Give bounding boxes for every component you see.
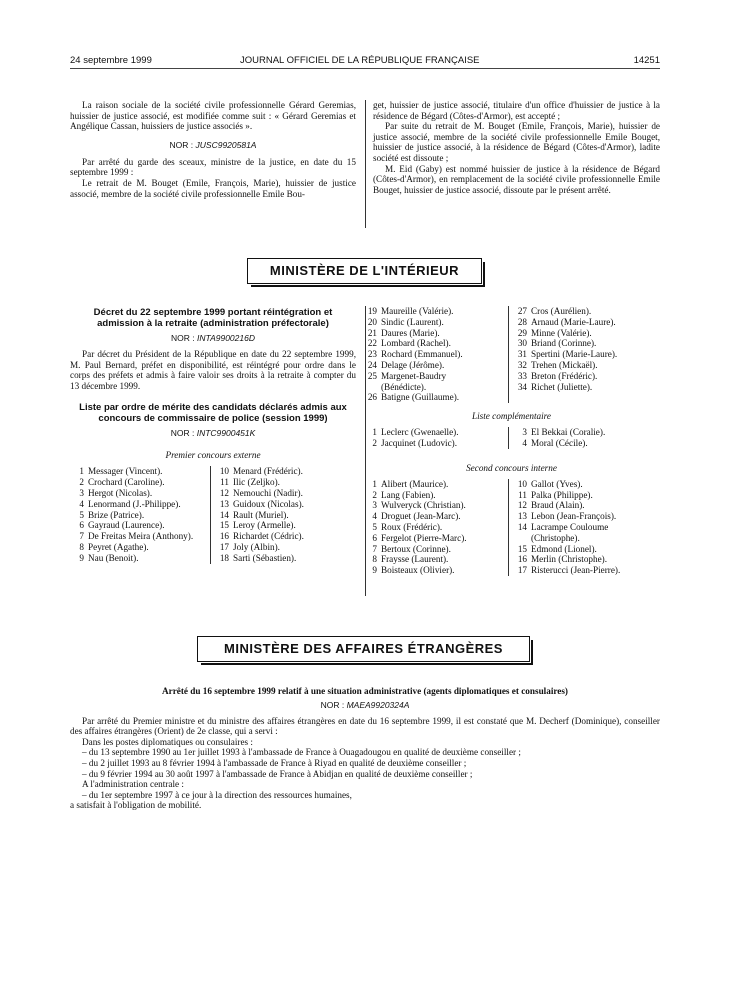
list-item <box>363 479 508 490</box>
candidate-name: Gallot (Yves). <box>531 478 583 489</box>
candidate-name: Lang (Fabien). <box>381 489 436 500</box>
list-column <box>363 479 508 576</box>
list-item <box>513 554 658 565</box>
rank-number: 15 <box>517 543 527 554</box>
list-item <box>513 349 658 360</box>
candidate-name: Risterucci (Jean-Pierre). <box>531 565 621 576</box>
nor-reference <box>70 333 356 343</box>
candidate-name: Alibert (Maurice). <box>381 478 449 489</box>
rank-number: 5 <box>372 521 377 532</box>
rank-number: 19 <box>367 306 377 316</box>
list-item <box>513 490 658 501</box>
list-item <box>513 328 658 339</box>
rank-number: 25 <box>367 370 377 381</box>
candidate-name: Boisteaux (Olivier). <box>381 565 455 576</box>
list-columns <box>363 427 660 449</box>
rank-number: 3 <box>522 427 527 438</box>
rank-number: 4 <box>522 437 527 448</box>
rank-number: 16 <box>517 554 527 565</box>
rank-number: 20 <box>367 316 377 327</box>
candidate-name: Brize (Patrice). <box>88 509 145 520</box>
nor-label: NOR : <box>169 139 194 150</box>
list-column <box>215 466 355 563</box>
column-divider <box>365 100 366 228</box>
candidate-name: Margenet-Baudry <box>381 370 447 381</box>
list-divider <box>508 479 509 576</box>
paragraph: Par suite du retrait de M. Bouget (Emile, François, Marie), huissier de justice associé, membre de la société civile professionnelle Emile Bouget, huissier de justice associé, à la résidence de Bégard (Côtes-d'Armor), ladite société est dissoute ; <box>373 121 660 163</box>
candidate-name: Maureille (Valérie). <box>381 306 454 316</box>
arrete-title: Arrêté du 16 septembre 1999 relatif à une situation administrative (agents diplomatiques et consulaires) <box>161 686 568 696</box>
list-item <box>215 520 355 531</box>
candidate-name: Braud (Alain). <box>531 500 585 511</box>
list-divider <box>210 466 211 563</box>
rank-number: 6 <box>372 532 377 543</box>
candidate-name: Richet (Juliette). <box>531 381 593 392</box>
nor-reference <box>70 428 356 438</box>
list-item <box>363 338 508 349</box>
candidate-name: Breton (Frédéric). <box>531 370 598 381</box>
list-item <box>363 500 508 511</box>
candidate-name: Gayraud (Laurence). <box>88 520 165 531</box>
rank-number: 33 <box>517 370 527 381</box>
list-item <box>70 553 210 564</box>
list-item <box>215 542 355 553</box>
list-column <box>513 479 658 576</box>
decret-title: Décret du 22 septembre 1999 portant réintégration et admission à la retraite (administration préfectorale) <box>93 307 333 329</box>
rank-number: 27 <box>517 306 527 316</box>
list-item <box>363 554 508 565</box>
list-column <box>363 306 508 403</box>
candidate-name: Edmond (Lionel). <box>531 543 597 554</box>
header-rule <box>70 68 660 69</box>
candidate-name: Nau (Benoit). <box>88 552 139 563</box>
list-item <box>215 531 355 542</box>
rank-number: 3 <box>79 487 84 498</box>
rank-number: 30 <box>517 338 527 349</box>
rank-number: 2 <box>372 489 377 500</box>
list-item <box>513 360 658 371</box>
rank-number: 24 <box>367 359 377 370</box>
candidate-name: Jacquinet (Ludovic). <box>381 437 458 448</box>
candidate-name: Guidoux (Nicolas). <box>233 498 304 509</box>
list-item <box>513 544 658 555</box>
rank-number: 7 <box>79 531 84 542</box>
candidate-name: Rault (Muriel). <box>233 509 289 520</box>
rank-number: 21 <box>367 327 377 338</box>
nor-reference <box>70 140 356 150</box>
nor-code: MAEA9920324A <box>346 699 410 710</box>
list-item <box>363 349 508 360</box>
list-item <box>363 511 508 522</box>
candidate-name: El Bekkai (Coralie). <box>531 427 606 438</box>
list-item <box>363 392 508 403</box>
subsection-heading: Second concours interne <box>466 462 557 473</box>
nor-code: INTA9900216D <box>197 333 255 343</box>
rank-number: 9 <box>79 552 84 563</box>
list-column <box>363 427 508 449</box>
top-left-column <box>70 100 356 199</box>
rank-number: 9 <box>372 565 377 576</box>
rank-number: 13 <box>219 498 229 509</box>
paragraph: A l'administration centrale : <box>82 779 184 790</box>
list-columns <box>363 306 660 403</box>
candidate-name: Daures (Marie). <box>381 327 440 338</box>
ministry-title: MINISTÈRE DE L'INTÉRIEUR <box>269 263 460 278</box>
list-item <box>70 531 210 542</box>
list-item <box>363 533 508 544</box>
list-item <box>513 427 658 438</box>
paragraph: M. Eid (Gaby) est nommé huissier de justice à la résidence de Bégard (Côtes-d'Armor), en remplacement de la société civile professionnelle Emile Bouget, huissier de justice associé, dissoute par le présent arrêté. <box>373 163 660 195</box>
rank-number: 16 <box>219 531 229 542</box>
header-journal: JOURNAL OFFICIEL DE LA RÉPUBLIQUE FRANÇAISE <box>240 55 480 66</box>
candidate-name: Sindic (Laurent). <box>381 316 444 327</box>
candidate-name: (Christophe). <box>531 532 580 543</box>
ministry-title: MINISTÈRE DES AFFAIRES ÉTRANGÈRES <box>224 641 503 656</box>
candidate-name: Leroy (Armelle). <box>233 520 296 531</box>
rank-number: 14 <box>517 521 527 532</box>
rank-number: 11 <box>518 489 527 500</box>
header-page-number: 14251 <box>633 55 660 66</box>
list-item <box>70 477 210 488</box>
list-item <box>70 488 210 499</box>
list-divider <box>508 306 509 403</box>
list-column <box>513 427 658 449</box>
liste-title: Liste par ordre de mérite des candidats déclarés admis aux concours de commissaire de police (session 1999) <box>79 402 347 424</box>
subsection-heading: Premier concours externe <box>165 450 261 461</box>
list-item <box>215 488 355 499</box>
rank-number: 7 <box>372 543 377 554</box>
interieur-left-column <box>70 308 356 564</box>
candidate-name: Hergot (Nicolas). <box>88 487 153 498</box>
candidate-name: De Freitas Meira (Anthony). <box>88 531 194 542</box>
candidate-name: Arnaud (Marie-Laure). <box>531 316 616 327</box>
candidate-name: Moral (Cécile). <box>531 437 588 448</box>
top-right-column <box>373 100 660 195</box>
nor-label: NOR : <box>171 333 195 343</box>
rank-number: 15 <box>219 520 229 531</box>
list-column <box>513 306 658 403</box>
nor-code: JUSC9920581A <box>195 139 257 150</box>
list-item <box>363 490 508 501</box>
list-item <box>215 477 355 488</box>
candidate-name: Spertini (Marie-Laure). <box>531 349 618 360</box>
ministry-interieur-heading <box>247 258 482 284</box>
paragraph: Par décret du Président de la République en date du 22 septembre 1999, M. Paul Bernard, préfet en disponibilité, est réintégré pour ordre dans le corps des préfets et admis à faire valoir ses droits à la retraite à compter du 13 décembre 1999. <box>70 349 356 391</box>
list-columns <box>70 466 356 563</box>
list-item <box>363 317 508 328</box>
list-item <box>363 371 508 382</box>
paragraph: Le retrait de M. Bouget (Emile, François, Marie), huissier de justice associé, membre de la société civile professionnelle Emile Bou- <box>70 177 356 199</box>
rank-number: 23 <box>367 349 377 360</box>
list-item <box>70 466 210 477</box>
list-item <box>513 565 658 576</box>
candidate-name: Palka (Philippe). <box>531 489 593 500</box>
rank-number: 29 <box>517 327 527 338</box>
candidate-name: Fraysse (Laurent). <box>381 554 449 565</box>
list-item <box>215 499 355 510</box>
rank-number: 12 <box>517 500 527 511</box>
rank-number: 18 <box>219 552 229 563</box>
list-item <box>215 510 355 521</box>
list-item <box>70 520 210 531</box>
list-item <box>363 544 508 555</box>
nor-code: INTC9900451K <box>196 428 256 439</box>
rank-number: 2 <box>79 477 84 488</box>
rank-number: 10 <box>517 478 527 489</box>
list-item <box>363 438 508 449</box>
candidate-name: Peyret (Agathe). <box>88 541 149 552</box>
list-item <box>363 328 508 339</box>
list-item <box>363 522 508 533</box>
paragraph: – du 13 septembre 1990 au 1er juillet 1993 à l'ambassade de France à Ouagadougou en qualité de deuxième conseiller ; <box>82 747 521 758</box>
paragraph: – du 1er septembre 1997 à ce jour à la direction des ressources humaines, <box>82 789 352 800</box>
candidate-name: Joly (Albin). <box>233 541 280 552</box>
etrangeres-section <box>70 686 660 811</box>
list-item <box>70 510 210 521</box>
candidate-name: Batigne (Guillaume). <box>381 392 460 403</box>
list-item <box>513 511 658 522</box>
list-item <box>513 338 658 349</box>
list-item <box>363 427 508 438</box>
rank-number <box>363 382 381 393</box>
candidate-name: Fergelot (Pierre-Marc). <box>381 532 467 543</box>
rank-number: 17 <box>517 565 527 576</box>
list-item <box>363 565 508 576</box>
rank-number: 26 <box>367 392 377 403</box>
rank-number: 5 <box>79 509 84 520</box>
list-item <box>215 553 355 564</box>
rank-number: 4 <box>79 498 84 509</box>
candidate-name: Rochard (Emmanuel). <box>381 349 463 360</box>
rank-number: 8 <box>79 541 84 552</box>
paragraph: get, huissier de justice associé, titulaire d'un office d'huissier de justice à la résidence de Bégard (Côtes-d'Armor), est accepté ; <box>373 100 660 121</box>
rank-number: 1 <box>79 466 84 477</box>
rank-number: 8 <box>372 554 377 565</box>
candidate-name: Minne (Valérie). <box>531 327 592 338</box>
list-item <box>513 306 658 317</box>
list-columns <box>363 479 660 576</box>
list-item <box>363 360 508 371</box>
list-item <box>70 542 210 553</box>
paragraph: – du 2 juillet 1993 au 8 février 1994 à l'ambassade de France à Riyad en qualité de deuxième conseiller ; <box>82 757 467 768</box>
candidate-name: Lenormand (J.-Philippe). <box>88 498 181 509</box>
rank-number: 13 <box>517 511 527 522</box>
candidate-name: Lombard (Rachel). <box>381 338 451 349</box>
nor-label: NOR : <box>170 428 195 439</box>
rank-number: 3 <box>372 500 377 511</box>
candidate-name: Messager (Vincent). <box>88 466 163 477</box>
list-item <box>513 317 658 328</box>
candidate-name: Richardet (Cédric). <box>233 531 304 542</box>
rank-number: 6 <box>79 520 84 531</box>
list-column <box>70 466 210 563</box>
list-item <box>513 522 658 533</box>
rank-number: 12 <box>219 487 229 498</box>
nor-reference <box>70 700 660 710</box>
rank-number: 11 <box>220 477 229 488</box>
rank-number: 1 <box>372 478 377 489</box>
candidate-name: Roux (Frédéric). <box>381 521 443 532</box>
rank-number: 22 <box>367 338 377 349</box>
header-date: 24 septembre 1999 <box>70 55 152 66</box>
paragraph: La raison sociale de la société civile professionnelle Gérard Geremias, huissier de justice associé, est modifiée comme suit : « Gérard Geremias et Angélique Cassan, huissiers de justice associés ». <box>70 100 356 132</box>
candidate-name: Sarti (Sébastien). <box>233 552 297 563</box>
list-item <box>513 500 658 511</box>
rank-number: 2 <box>372 437 377 448</box>
candidate-name: Trehen (Mickaël). <box>531 359 598 370</box>
list-item <box>363 306 508 317</box>
candidate-name: Bertoux (Corinne). <box>381 543 451 554</box>
candidate-name: Cros (Aurélien). <box>531 306 592 316</box>
list-item <box>215 466 355 477</box>
list-item <box>513 371 658 382</box>
list-item <box>513 533 658 544</box>
candidate-name: Wulveryck (Christian). <box>381 500 466 511</box>
ministry-etrangeres-heading <box>197 636 530 662</box>
rank-number: 31 <box>517 349 527 360</box>
candidate-name: Delage (Jérôme). <box>381 359 445 370</box>
paragraph: Dans les postes diplomatiques ou consulaires : <box>82 736 253 747</box>
rank-number <box>513 533 531 544</box>
list-item <box>513 382 658 393</box>
interieur-right-column <box>363 306 660 576</box>
rank-number: 10 <box>219 466 229 477</box>
candidate-name: Droguet (Jean-Marc). <box>381 511 461 522</box>
nor-label: NOR : <box>320 699 345 710</box>
rank-number: 34 <box>517 381 527 392</box>
candidate-name: Menard (Frédéric). <box>233 466 303 477</box>
candidate-name: Nemouchi (Nadir). <box>233 487 303 498</box>
list-item <box>363 382 508 393</box>
paragraph: – du 9 février 1994 au 30 août 1997 à l'ambassade de France à Abidjan en qualité de deuxième conseiller ; <box>82 768 473 779</box>
rank-number: 4 <box>372 511 377 522</box>
rank-number: 1 <box>372 427 377 438</box>
candidate-name: Lebon (Jean-François). <box>531 511 617 522</box>
rank-number: 28 <box>517 316 527 327</box>
paragraph: Par arrêté du Premier ministre et du ministre des affaires étrangères en date du 16 septembre 1999, il est constaté que M. Decherf (Dominique), conseiller des affaires étrangères (Orient) de 2e classe, qui a servi : <box>70 715 660 737</box>
paragraph: Par arrêté du garde des sceaux, ministre de la justice, en date du 15 septembre 1999 : <box>70 156 356 178</box>
rank-number: 17 <box>219 541 229 552</box>
candidate-name: Crochard (Caroline). <box>88 477 165 488</box>
list-item <box>513 438 658 449</box>
candidate-name: Lacrampe Couloume <box>531 521 609 532</box>
candidate-name: Ilic (Zeljko). <box>233 477 280 488</box>
rank-number: 32 <box>517 359 527 370</box>
candidate-name: Merlin (Christophe). <box>531 554 608 565</box>
list-divider <box>508 427 509 449</box>
paragraph: a satisfait à l'obligation de mobilité. <box>70 800 202 811</box>
list-item <box>513 479 658 490</box>
rank-number: 14 <box>219 509 229 520</box>
candidate-name: (Bénédicte). <box>381 381 427 392</box>
subsection-heading: Liste complémentaire <box>471 411 551 422</box>
candidate-name: Briand (Corinne). <box>531 338 597 349</box>
candidate-name: Leclerc (Gwenaelle). <box>381 427 459 438</box>
list-item <box>70 499 210 510</box>
